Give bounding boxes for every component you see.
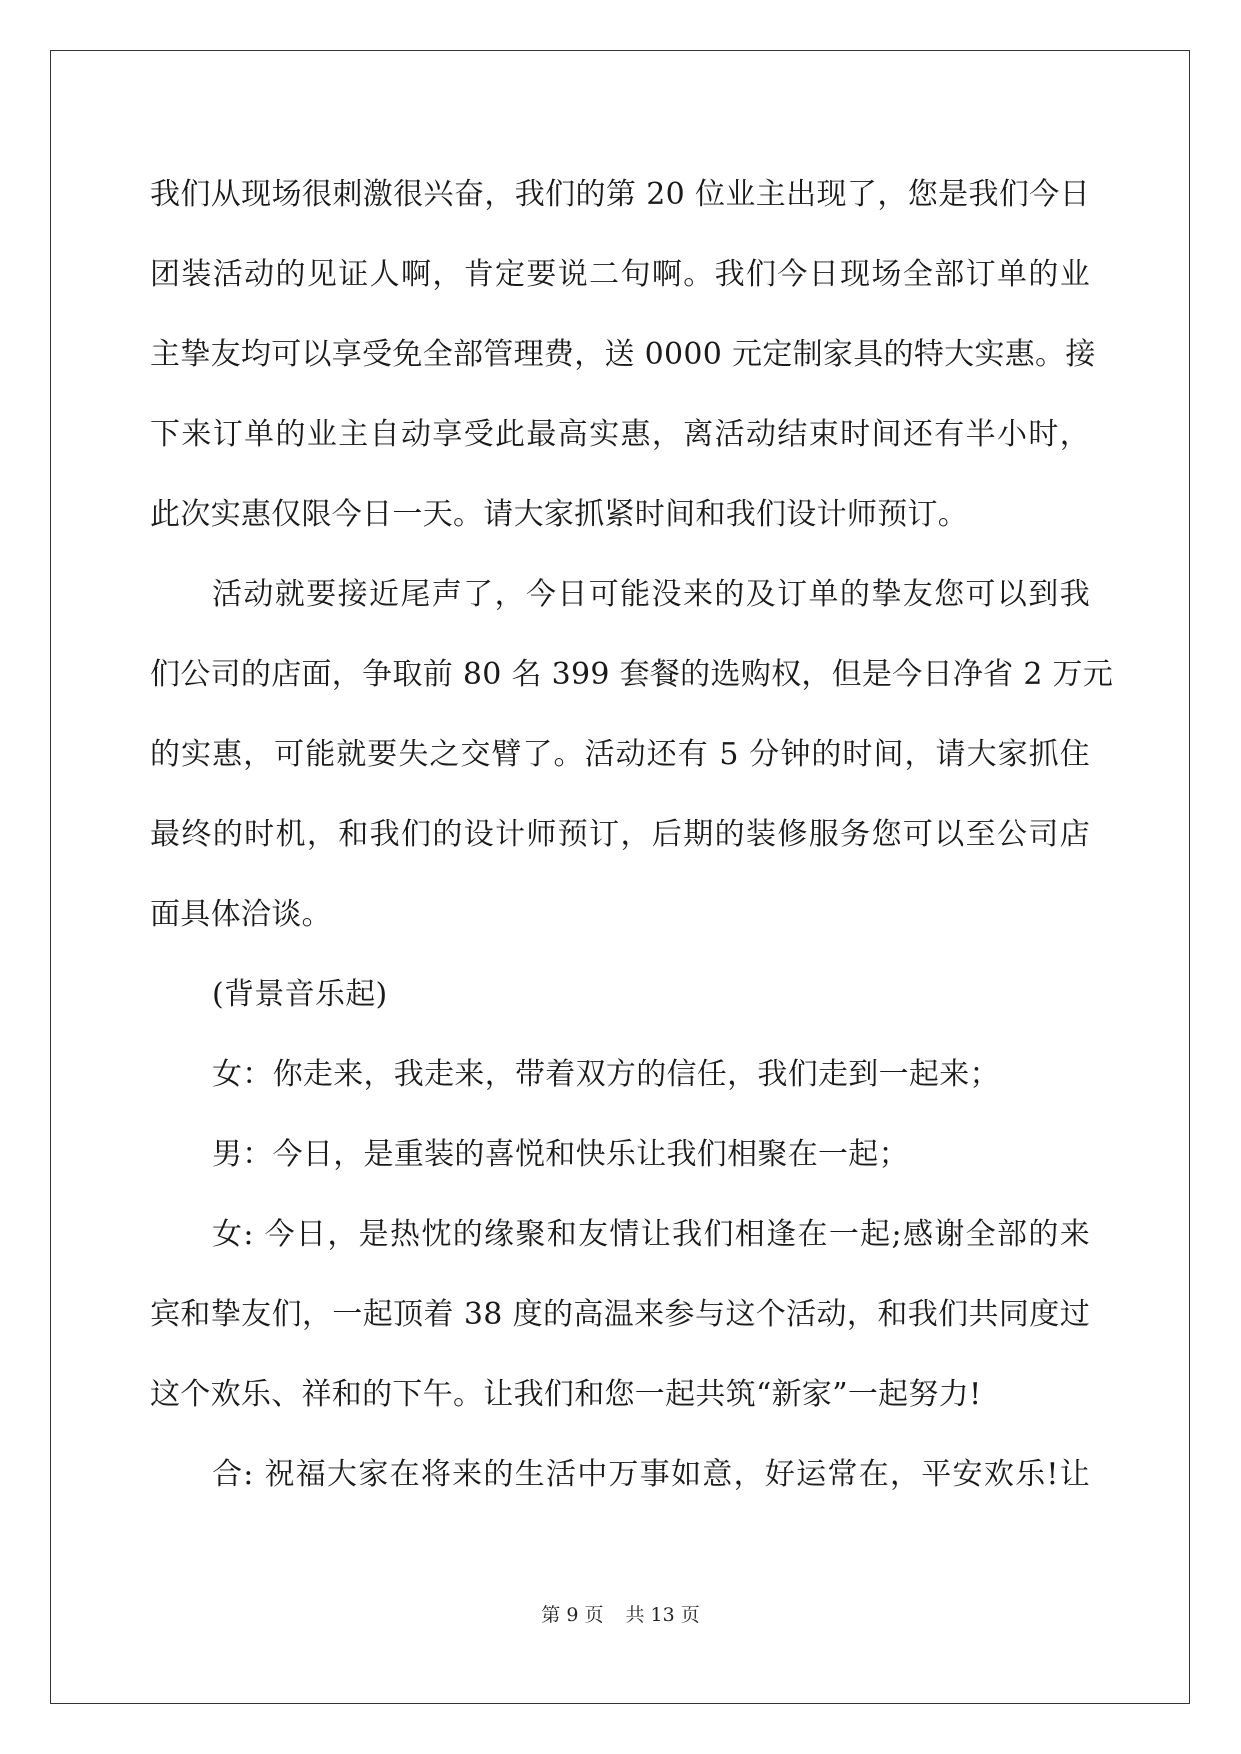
text-line: 女：你走来，我走来，带着双方的信任，我们走到一起来；: [212, 1057, 1000, 1092]
text-line: 活动就要接近尾声了，今日可能没来的及订单的挚友您可以到我: [212, 577, 1090, 612]
text-line: 最终的时机，和我们的设计师预订，后期的装修服务您可以至公司店: [150, 817, 1090, 852]
text-line: 们公司的店面，争取前 80 名 399 套餐的选购权，但是今日净省 2 万元: [150, 657, 1114, 692]
document-body: [150, 155, 1114, 1515]
text-line: (背景音乐起): [212, 977, 388, 1012]
text-line: 我们从现场很刺激很兴奋，我们的第 20 位业主出现了，您是我们今日: [150, 177, 1090, 212]
text-line: 这个欢乐、祥和的下午。让我们和您一起共筑“新家”一起努力!: [150, 1377, 982, 1412]
page-footer: [0, 1600, 1241, 1627]
text-line: 的实惠，可能就要失之交臂了。活动还有 5 分钟的时间，请大家抓住: [150, 737, 1090, 772]
text-line: 此次实惠仅限今日一天。请大家抓紧时间和我们设计师预订。: [150, 497, 969, 532]
text-line: 男：今日，是重装的喜悦和快乐让我们相聚在一起；: [212, 1137, 909, 1172]
text-line: 女: 今日，是热忱的缘聚和友情让我们相逢在一起;感谢全部的来: [212, 1217, 1090, 1252]
text-line: 面具体洽谈。: [150, 897, 332, 932]
text-line: 团装活动的见证人啊，肯定要说二句啊。我们今日现场全部订单的业: [150, 257, 1090, 292]
text-line: 宾和挚友们，一起顶着 38 度的高温来参与这个活动，和我们共同度过: [150, 1297, 1090, 1332]
text-line: 主挚友均可以享受免全部管理费，送 0000 元定制家具的特大实惠。接: [150, 337, 1096, 372]
page-number: 第 9 页: [541, 1604, 604, 1626]
page-total: 共 13 页: [625, 1604, 700, 1626]
text-line: 合: 祝福大家在将来的生活中万事如意，好运常在，平安欢乐!让: [212, 1457, 1090, 1492]
text-line: 下来订单的业主自动享受此最高实惠，离活动结束时间还有半小时，: [150, 417, 1090, 452]
